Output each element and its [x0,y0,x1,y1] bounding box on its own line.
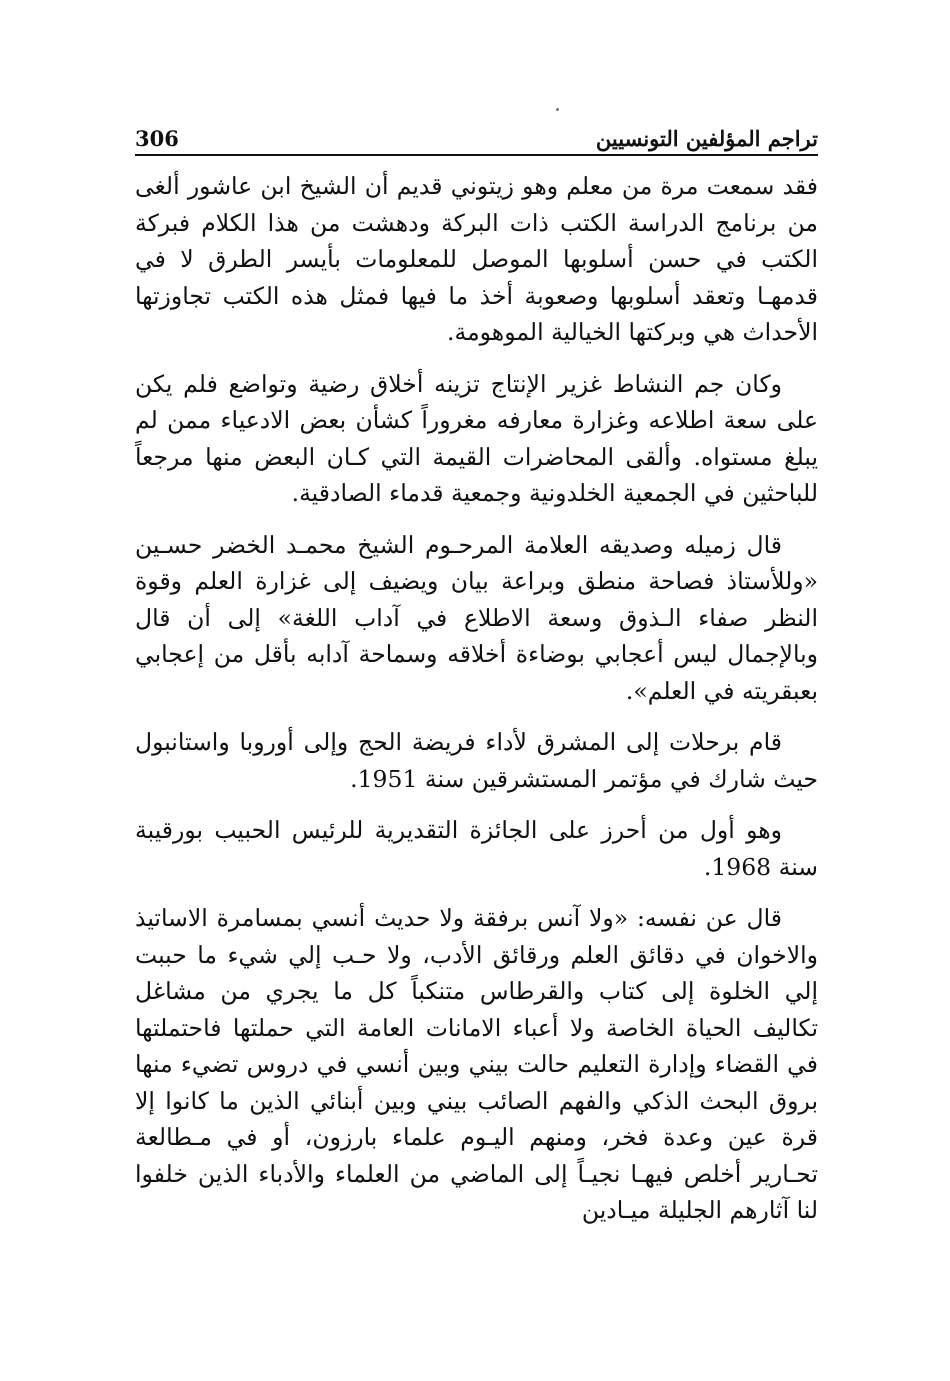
body-text [135,168,818,1244]
page-number: 306 [135,126,179,151]
scan-speck [556,108,559,111]
paragraph-4: قام برحلات إلى المشرق لأداء فريضة الحج وإلى أوروبا واستانبول حيث شارك في مؤتمر المستشرقين سنة 1951. [135,728,818,793]
paragraph-1: فقد سمعت مرة من معلم وهو زيتوني قديم أن الشيخ ابن عاشور ألغى من برنامج الدراسة الكتب ذات البركة ودهشت من هذا الكلام فبركة الكتب في حسن أسلوبها الموصل للمعلومات بأيسر الطرق لا في قدمهـا وتعقد أسلوبها وصعوبة أخذ ما فيها فمثل هذه الكتب تجاوزتها الأحداث هي وبركتها الخيالية الموهومة. [135,172,818,346]
paragraph-5: وهو أول من أحرز على الجائزة التقديرية للرئيس الحبيب بورقيبة سنة 1968. [135,816,818,881]
paragraph-2: وكان جم النشاط غزير الإنتاج تزينه أخلاق رضية وتواضع فلم يكن على سعة اطلاعه وغزارة معارفه مغروراً كشأن بعض الادعياء ممن لم يبلغ مستواه. وألقى المحاضرات القيمة التي كـان البعض منها مرجعاً للباحثين في الجمعية الخلدونية وجمعية قدماء الصادقية. [135,369,818,507]
page-header [135,124,818,156]
running-title: تراجم المؤلفين التونسيين [595,126,818,151]
paragraph-6: قال عن نفسه: «ولا آنس برفقة ولا حديث أنسي بمسامرة الاساتيذ والاخوان في دقائق العلم ورقائق الأدب، ولا حـب إلي شيء ما حببت إلي الخلوة إلى كتاب والقرطاس متنكباً كل ما يجري من مشاغل تكاليف الحياة الخاصة ولا أعباء الامانات العامة التي حملتها فاحتملتها في القضاء وإدارة التعليم حالت بيني وبين أنسي في دروس تضيء منها بروق البحث الذكي والفهم الصائب بيني وبين أبنائي الذين ما كانوا إلا قرة عين وعدة فخر، ومنهم اليـوم علماء بارزون، أو في مـطالعة تحـارير أخلص فيهـا نجيـاً إلى الماضي من العلماء والأدباء الذين خلفوا لنا آثارهم الجليلة ميـادين [135,904,818,1224]
paragraph-3: قال زميله وصديقه العلامة المرحـوم الشيخ محمـد الخضر حسـين «وللأستاذ فصاحة منطق وبراعة بيان ويضيف إلى غزارة العلم وقوة النظر صفاء الـذوق وسعة الاطلاع في آداب اللغة» إلى أن قال وبالإجمال ليس أعجابي بوضاءة أخلاقه وسماحة آدابه بأقل من إعجابي بعبقريته في العلم». [135,530,818,705]
